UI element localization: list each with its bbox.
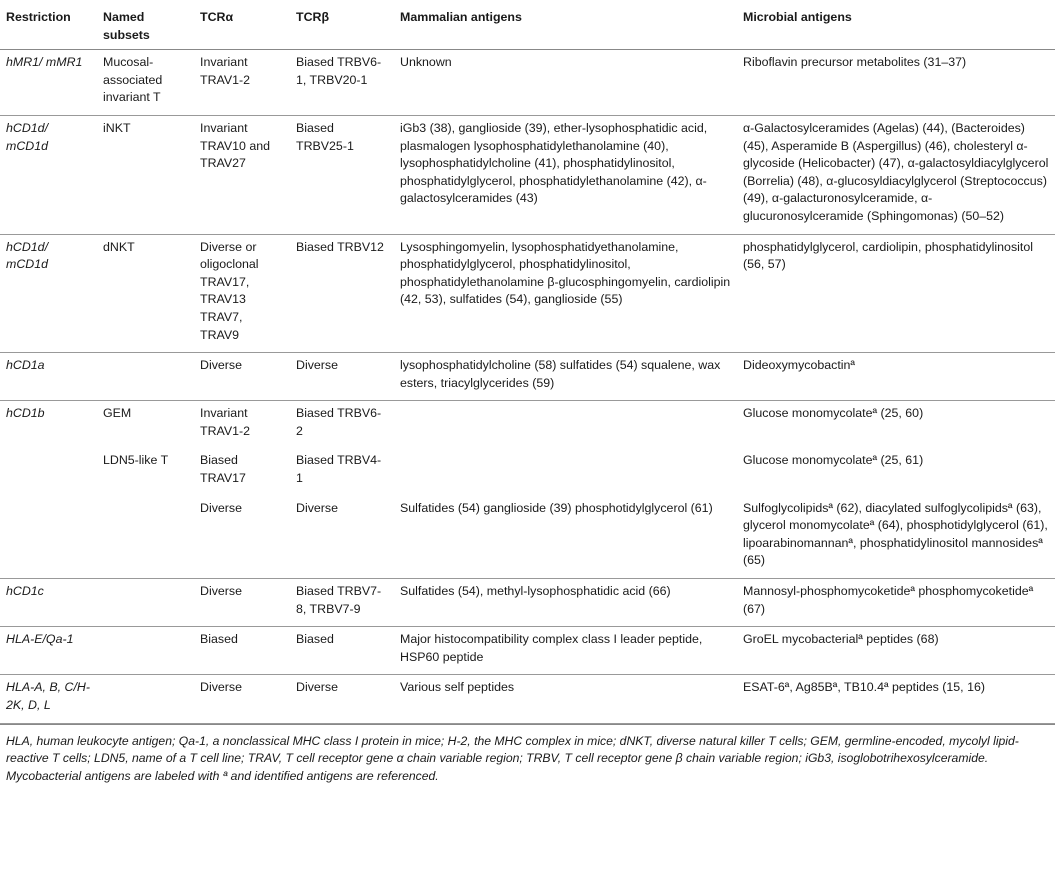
named-subset-cell: GEM xyxy=(103,406,132,421)
restriction-cell: hCD1b xyxy=(6,406,45,421)
restriction-cell: hCD1d/ mCD1d xyxy=(0,115,97,234)
header-microbial-antigens: Microbial antigens xyxy=(737,6,1055,50)
tcr-alpha-cell: Invariant TRAV1-2 xyxy=(200,406,251,438)
tcr-alpha-cell: Diverse xyxy=(194,353,290,401)
mammalian-antigens-cell: Various self peptides xyxy=(394,675,737,723)
microbial-antigens-cell: ESAT-6ª, Ag85Bª, TB10.4ª peptides (15, 16) xyxy=(737,675,1055,723)
restriction-cell xyxy=(0,448,97,495)
tcr-alpha-cell: Biased xyxy=(194,627,290,675)
microbial-antigens-cell: α-Galactosylceramides (Agelas) (44), (Bacteroides) (45), Asperamide B (Aspergillus) (46), cholesteryl α-glycoside (Helicobacter) (47), α-galactosyldiacylglycerol (Borrelia) (48), α-glucosyldiacylglycerol (Streptococcus) (49), α-galacturonosylceramide, α-glucuronosylceramide (Sphingomonas) (50–52) xyxy=(737,115,1055,234)
tcr-alpha-cell: Biased TRAV17 xyxy=(200,453,246,486)
microbial-antigens-cell: Sulfoglycolipidsª (62), diacylated sulfoglycolipidsª (63), glycerol monomycolateª (64), phosphotidylglycerol (61), lipoarabinomannanª, phosphatidylinositol mannosidesª (65) xyxy=(737,496,1055,579)
restriction-cell: HLA-A, B, C/H-2K, D, L xyxy=(0,675,97,723)
tcr-beta-cell: Biased TRBV25-1 xyxy=(290,115,394,234)
mammalian-antigens-cell xyxy=(394,448,737,495)
named-subset-cell: LDN5-like T xyxy=(103,453,169,468)
tcr-beta-cell: Biased xyxy=(290,627,394,675)
table-footnote: HLA, human leukocyte antigen; Qa-1, a nonclassical MHC class I protein in mice; H-2, the MHC complex in mice; dNKT, diverse natural killer T cells; GEM, germline-encoded, mycolyl lipid-reactive T cells; LDN5, name of a T cell line; TRAV, T cell receptor gene α chain variable region; TRBV, T cell receptor gene β chain variable region; iGb3, isoglobotrihexosylceramide. Mycobacterial antigens are labeled with ª and identified antigens are referenced. xyxy=(0,724,1055,786)
tcr-beta-cell: Diverse xyxy=(290,353,394,401)
tcr-beta-cell: Biased TRBV6-2 xyxy=(296,406,382,438)
header-restriction: Restriction xyxy=(0,6,97,50)
tcr-beta-cell: Diverse xyxy=(290,675,394,723)
microbial-antigens-cell: Mannosyl-phosphomycoketideª phosphomycoketideª (67) xyxy=(737,579,1055,627)
table-header-row xyxy=(0,6,1055,50)
header-tcra: TCRα xyxy=(194,6,290,50)
table-row xyxy=(0,50,1055,116)
tcr-alpha-cell: Invariant TRAV1-2 xyxy=(194,50,290,116)
restriction-cell: hCD1a xyxy=(0,353,97,401)
header-named-subsets: Named subsets xyxy=(97,6,194,50)
mammalian-antigens-cell: Major histocompatibility complex class I leader peptide, HSP60 peptide xyxy=(394,627,737,675)
restriction-cell: hCD1c xyxy=(0,579,97,627)
named-subset-cell xyxy=(97,496,194,579)
table-row xyxy=(0,401,1055,449)
table-row xyxy=(0,448,1055,495)
tcr-alpha-cell: Diverse xyxy=(194,675,290,723)
mammalian-antigens-cell: Sulfatides (54) ganglioside (39) phosphotidylglycerol (61) xyxy=(394,496,737,579)
restriction-cell: hMR1/ mMR1 xyxy=(0,50,97,116)
tcr-alpha-cell: Diverse xyxy=(194,496,290,579)
mammalian-antigens-cell: Unknown xyxy=(394,50,737,116)
named-subset-cell: Mucosal-associated invariant T xyxy=(97,50,194,116)
table-row xyxy=(0,627,1055,675)
named-subset-cell xyxy=(97,579,194,627)
restriction-cell xyxy=(0,496,97,579)
named-subset-cell xyxy=(97,353,194,401)
restriction-table xyxy=(0,6,1055,724)
tcr-beta-cell: Biased TRBV7-8, TRBV7-9 xyxy=(290,579,394,627)
mammalian-antigens-cell: iGb3 (38), ganglioside (39), ether-lysophosphatidic acid, plasmalogen lysophosphatidylethanolamine (40), lysophosphatidylcholine (41), phosphatidylinositol, phosphatidylglycerol, phosphatidylethanolamine (42), α-galactosylceramides (43) xyxy=(394,115,737,234)
microbial-antigens-cell: Glucose monomycolateª (25, 61) xyxy=(743,453,924,468)
header-mammalian-antigens: Mammalian antigens xyxy=(394,6,737,50)
mammalian-antigens-cell xyxy=(394,401,737,449)
named-subset-cell xyxy=(97,627,194,675)
restriction-cell: HLA-E/Qa-1 xyxy=(0,627,97,675)
microbial-antigens-cell: Glucose monomycolateª (25, 60) xyxy=(743,406,924,421)
tcr-alpha-cell: Invariant TRAV10 and TRAV27 xyxy=(194,115,290,234)
table-row xyxy=(0,353,1055,401)
tcr-alpha-cell: Diverse or oligoclonal TRAV17, TRAV13 TRAV7, TRAV9 xyxy=(194,234,290,353)
tcr-beta-cell: Biased TRBV12 xyxy=(290,234,394,353)
named-subset-cell: iNKT xyxy=(97,115,194,234)
mammalian-antigens-cell: lysophosphatidylcholine (58) sulfatides (54) squalene, wax esters, triacylglycerides (59) xyxy=(394,353,737,401)
table-row xyxy=(0,115,1055,234)
named-subset-cell: dNKT xyxy=(97,234,194,353)
header-tcrb: TCRβ xyxy=(290,6,394,50)
tcr-beta-cell: Diverse xyxy=(290,496,394,579)
microbial-antigens-cell: phosphatidylglycerol, cardiolipin, phosphatidylinositol (56, 57) xyxy=(737,234,1055,353)
table-row xyxy=(0,675,1055,723)
table-row xyxy=(0,579,1055,627)
mammalian-antigens-cell: Sulfatides (54), methyl-lysophosphatidic acid (66) xyxy=(394,579,737,627)
named-subset-cell xyxy=(97,675,194,723)
table-row xyxy=(0,234,1055,353)
restriction-cell: hCD1d/ mCD1d xyxy=(0,234,97,353)
tcr-alpha-cell: Diverse xyxy=(194,579,290,627)
microbial-antigens-cell: Dideoxymycobactinª xyxy=(737,353,1055,401)
tcr-beta-cell: Biased TRBV4-1 xyxy=(296,453,382,486)
microbial-antigens-cell: Riboflavin precursor metabolites (31–37) xyxy=(737,50,1055,116)
microbial-antigens-cell: GroEL mycobacterialª peptides (68) xyxy=(737,627,1055,675)
tcr-beta-cell: Biased TRBV6-1, TRBV20-1 xyxy=(290,50,394,116)
mammalian-antigens-cell: Lysosphingomyelin, lysophosphatidyethanolamine, phosphatidylglycerol, phosphatidylinositol, phosphatidylethanolamine β-glucosphingomyelin, cardiolipin (42, 53), sulfatides (54), ganglioside (55) xyxy=(394,234,737,353)
table-row xyxy=(0,496,1055,579)
